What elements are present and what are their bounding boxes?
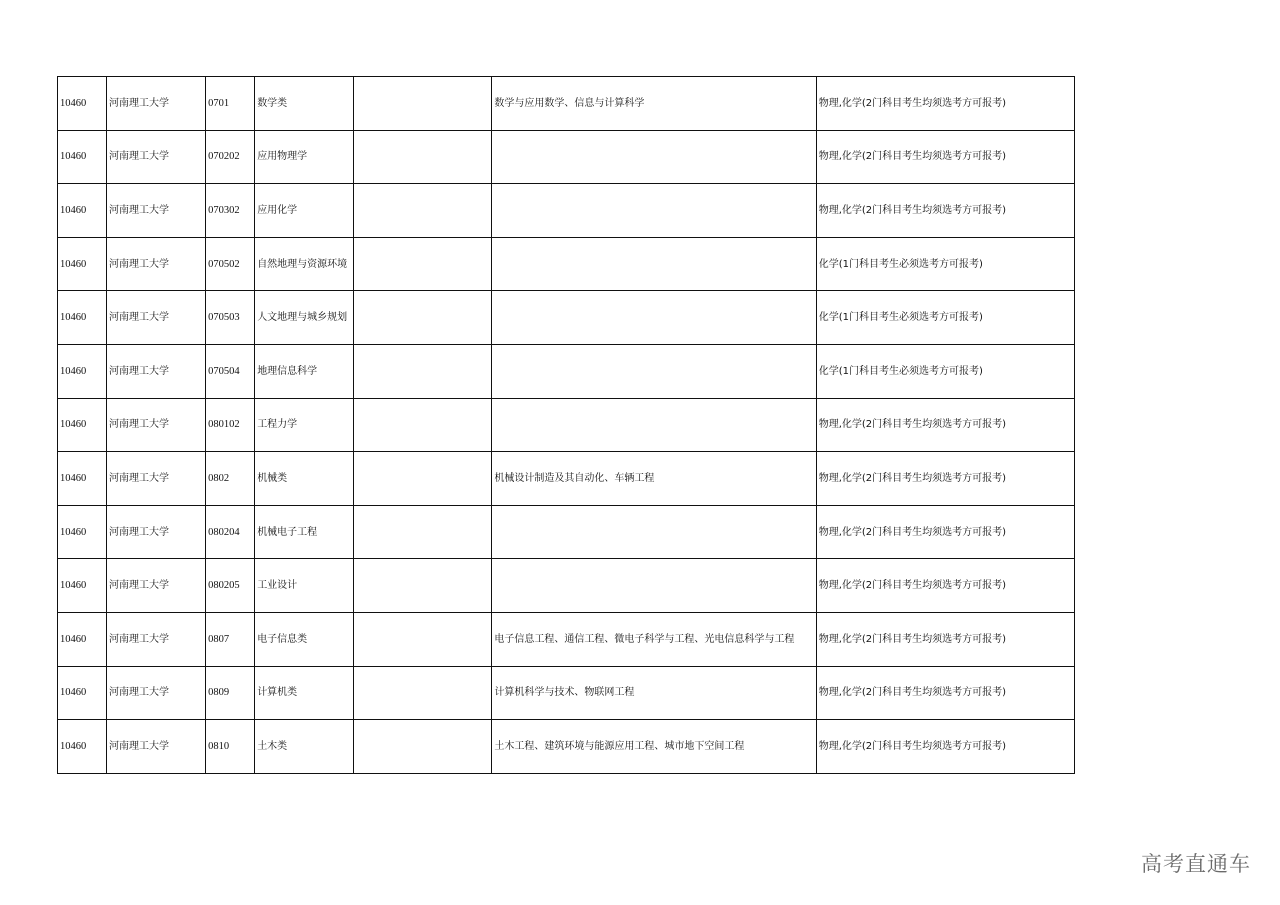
major-name-cell: 地理信息科学 bbox=[255, 344, 354, 398]
subject-requirement-cell: 化学(1门科目考生必须选考方可报考) bbox=[816, 344, 1074, 398]
major-code-cell: 0807 bbox=[206, 612, 255, 666]
included-majors-cell: 计算机科学与技术、物联网工程 bbox=[492, 666, 816, 720]
major-code-cell: 0701 bbox=[206, 77, 255, 131]
school-name-cell: 河南理工大学 bbox=[107, 344, 206, 398]
school-name-cell: 河南理工大学 bbox=[107, 184, 206, 238]
major-code-cell: 070202 bbox=[206, 130, 255, 184]
major-name-cell: 工程力学 bbox=[255, 398, 354, 452]
major-name-cell: 土木类 bbox=[255, 720, 354, 774]
subject-requirement-cell: 物理,化学(2门科目考生均须选考方可报考) bbox=[816, 505, 1074, 559]
school-code-cell: 10460 bbox=[58, 452, 107, 506]
major-name-cell: 应用物理学 bbox=[255, 130, 354, 184]
school-name-cell: 河南理工大学 bbox=[107, 720, 206, 774]
subject-requirement-cell: 物理,化学(2门科目考生均须选考方可报考) bbox=[816, 612, 1074, 666]
school-name-cell: 河南理工大学 bbox=[107, 237, 206, 291]
major-code-cell: 0809 bbox=[206, 666, 255, 720]
table-row bbox=[58, 559, 1075, 613]
major-name-cell: 人文地理与城乡规划 bbox=[255, 291, 354, 345]
subject-requirement-cell: 物理,化学(2门科目考生均须选考方可报考) bbox=[816, 559, 1074, 613]
major-name-cell: 电子信息类 bbox=[255, 612, 354, 666]
school-code-cell: 10460 bbox=[58, 344, 107, 398]
major-code-cell: 070504 bbox=[206, 344, 255, 398]
subject-requirement-cell: 物理,化学(2门科目考生均须选考方可报考) bbox=[816, 666, 1074, 720]
table-body bbox=[58, 77, 1075, 774]
major-code-cell: 080204 bbox=[206, 505, 255, 559]
school-name-cell: 河南理工大学 bbox=[107, 291, 206, 345]
included-majors-cell bbox=[492, 291, 816, 345]
included-majors-cell bbox=[492, 344, 816, 398]
included-majors-cell: 数学与应用数学、信息与计算科学 bbox=[492, 77, 816, 131]
major-name-cell: 数学类 bbox=[255, 77, 354, 131]
table-row bbox=[58, 612, 1075, 666]
included-majors-cell: 机械设计制造及其自动化、车辆工程 bbox=[492, 452, 816, 506]
major-code-cell: 0802 bbox=[206, 452, 255, 506]
empty-cell bbox=[354, 612, 492, 666]
major-code-cell: 0810 bbox=[206, 720, 255, 774]
major-name-cell: 自然地理与资源环境 bbox=[255, 237, 354, 291]
school-code-cell: 10460 bbox=[58, 184, 107, 238]
subject-requirement-cell: 物理,化学(2门科目考生均须选考方可报考) bbox=[816, 720, 1074, 774]
major-name-cell: 计算机类 bbox=[255, 666, 354, 720]
subject-requirement-cell: 物理,化学(2门科目考生均须选考方可报考) bbox=[816, 77, 1074, 131]
school-code-cell: 10460 bbox=[58, 237, 107, 291]
included-majors-cell: 土木工程、建筑环境与能源应用工程、城市地下空间工程 bbox=[492, 720, 816, 774]
empty-cell bbox=[354, 291, 492, 345]
included-majors-cell bbox=[492, 559, 816, 613]
watermark: 高考直通车 bbox=[1141, 852, 1251, 876]
school-code-cell: 10460 bbox=[58, 559, 107, 613]
empty-cell bbox=[354, 398, 492, 452]
empty-cell bbox=[354, 505, 492, 559]
major-name-cell: 应用化学 bbox=[255, 184, 354, 238]
table-row bbox=[58, 666, 1075, 720]
school-name-cell: 河南理工大学 bbox=[107, 505, 206, 559]
table-row bbox=[58, 720, 1075, 774]
school-name-cell: 河南理工大学 bbox=[107, 612, 206, 666]
empty-cell bbox=[354, 184, 492, 238]
table-row bbox=[58, 77, 1075, 131]
major-code-cell: 080102 bbox=[206, 398, 255, 452]
included-majors-cell bbox=[492, 505, 816, 559]
major-code-cell: 070503 bbox=[206, 291, 255, 345]
subject-requirement-cell: 物理,化学(2门科目考生均须选考方可报考) bbox=[816, 184, 1074, 238]
empty-cell bbox=[354, 666, 492, 720]
school-code-cell: 10460 bbox=[58, 77, 107, 131]
school-code-cell: 10460 bbox=[58, 720, 107, 774]
table-row bbox=[58, 184, 1075, 238]
school-name-cell: 河南理工大学 bbox=[107, 452, 206, 506]
included-majors-cell bbox=[492, 184, 816, 238]
empty-cell bbox=[354, 344, 492, 398]
included-majors-cell: 电子信息工程、通信工程、微电子科学与工程、光电信息科学与工程 bbox=[492, 612, 816, 666]
school-code-cell: 10460 bbox=[58, 505, 107, 559]
school-code-cell: 10460 bbox=[58, 398, 107, 452]
subject-requirement-cell: 物理,化学(2门科目考生均须选考方可报考) bbox=[816, 452, 1074, 506]
major-code-cell: 080205 bbox=[206, 559, 255, 613]
major-name-cell: 工业设计 bbox=[255, 559, 354, 613]
school-code-cell: 10460 bbox=[58, 130, 107, 184]
major-code-cell: 070502 bbox=[206, 237, 255, 291]
school-name-cell: 河南理工大学 bbox=[107, 559, 206, 613]
table-row bbox=[58, 130, 1075, 184]
school-name-cell: 河南理工大学 bbox=[107, 130, 206, 184]
requirements-table bbox=[57, 76, 1075, 774]
empty-cell bbox=[354, 452, 492, 506]
school-name-cell: 河南理工大学 bbox=[107, 77, 206, 131]
included-majors-cell bbox=[492, 237, 816, 291]
empty-cell bbox=[354, 237, 492, 291]
major-name-cell: 机械电子工程 bbox=[255, 505, 354, 559]
subject-requirement-cell: 化学(1门科目考生必须选考方可报考) bbox=[816, 291, 1074, 345]
table-row bbox=[58, 452, 1075, 506]
included-majors-cell bbox=[492, 398, 816, 452]
empty-cell bbox=[354, 130, 492, 184]
subject-requirement-cell: 物理,化学(2门科目考生均须选考方可报考) bbox=[816, 398, 1074, 452]
table-row bbox=[58, 237, 1075, 291]
subject-requirement-cell: 物理,化学(2门科目考生均须选考方可报考) bbox=[816, 130, 1074, 184]
major-name-cell: 机械类 bbox=[255, 452, 354, 506]
empty-cell bbox=[354, 77, 492, 131]
included-majors-cell bbox=[492, 130, 816, 184]
school-name-cell: 河南理工大学 bbox=[107, 398, 206, 452]
table-row bbox=[58, 344, 1075, 398]
school-name-cell: 河南理工大学 bbox=[107, 666, 206, 720]
major-code-cell: 070302 bbox=[206, 184, 255, 238]
school-code-cell: 10460 bbox=[58, 666, 107, 720]
table-row bbox=[58, 291, 1075, 345]
school-code-cell: 10460 bbox=[58, 612, 107, 666]
empty-cell bbox=[354, 720, 492, 774]
empty-cell bbox=[354, 559, 492, 613]
subject-requirement-cell: 化学(1门科目考生必须选考方可报考) bbox=[816, 237, 1074, 291]
school-code-cell: 10460 bbox=[58, 291, 107, 345]
table-row bbox=[58, 505, 1075, 559]
table-row bbox=[58, 398, 1075, 452]
